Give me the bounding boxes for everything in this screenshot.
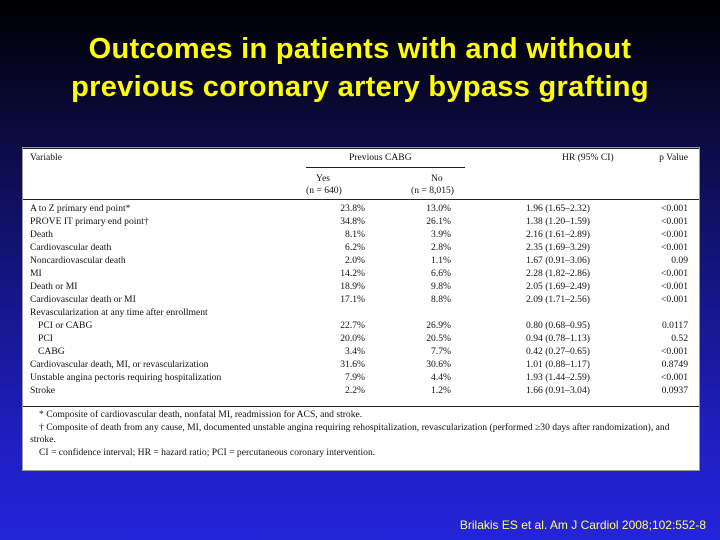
cell-yes: 8.1% [345,229,365,240]
cell-no: 4.4% [431,372,451,383]
cell-hr: 2.05 (1.69–2.49) [526,281,590,292]
table-row [23,333,699,346]
cell-variable: Noncardiovascular death [30,255,126,266]
table-row [23,229,699,242]
cell-variable: Death [30,229,53,240]
cell-hr: 1.66 (0.91–3.04) [526,385,590,396]
table-row [23,307,699,320]
cell-no: 6.6% [431,268,451,279]
footnote-2: † Composite of death from any cause, MI, documented unstable angina requiring rehospitalization, revascularization (performed ≥30 days after randomization), and stroke. [30,421,670,446]
cell-variable: Revascularization at any time after enrollment [30,307,208,318]
cell-hr: 1.01 (0.88–1.17) [526,359,590,370]
cell-p: <0.001 [661,203,688,214]
citation: Brilakis ES et al. Am J Cardiol 2008;102:552-8 [459,518,706,532]
cell-p: 0.0117 [661,320,688,331]
cell-no: 20.5% [426,333,451,344]
cell-variable: PCI or CABG [38,320,93,331]
outcomes-table [22,147,700,471]
cell-yes: 22.7% [340,320,365,331]
cell-variable: Death or MI [30,281,78,292]
cell-p: <0.001 [661,372,688,383]
table-top-rule [23,148,699,149]
cell-variable: Cardiovascular death [30,242,112,253]
header-hr: HR (95% CI) [562,152,614,163]
cell-variable: Cardiovascular death, MI, or revascularization [30,359,209,370]
table-row [23,203,699,216]
cell-yes: 2.0% [345,255,365,266]
cell-no: 8.8% [431,294,451,305]
cell-variable: Cardiovascular death or MI [30,294,136,305]
slide-title-line-1: Outcomes in patients with and without [88,33,632,65]
cell-p: <0.001 [661,294,688,305]
cell-yes: 31.6% [340,359,365,370]
cell-p: <0.001 [661,281,688,292]
header-variable: Variable [30,152,62,163]
table-row [23,255,699,268]
cell-hr: 2.35 (1.69–3.29) [526,242,590,253]
cell-variable: CABG [38,346,65,357]
header-yes-n: (n = 640) [306,185,342,196]
table-row [23,372,699,385]
cell-hr: 1.67 (0.91–3.06) [526,255,590,266]
cell-p: <0.001 [661,242,688,253]
cell-hr: 2.16 (1.61–2.89) [526,229,590,240]
table-row [23,294,699,307]
cell-p: 0.52 [671,333,688,344]
cell-p: 0.0937 [661,385,688,396]
cell-yes: 20.0% [340,333,365,344]
table-row [23,242,699,255]
header-p-value: p Value [659,152,688,163]
cell-yes: 2.2% [345,385,365,396]
cell-hr: 0.42 (0.27–0.65) [526,346,590,357]
header-yes: Yes [316,173,330,184]
cell-yes: 34.8% [340,216,365,227]
cell-p: <0.001 [661,346,688,357]
cell-hr: 1.96 (1.65–2.32) [526,203,590,214]
slide-title [0,30,720,106]
table-row [23,385,699,398]
header-no: No [431,173,443,184]
cell-no: 3.9% [431,229,451,240]
header-bottom-rule [23,199,699,200]
table-bottom-rule [23,406,699,407]
cell-no: 9.8% [431,281,451,292]
cell-no: 26.1% [426,216,451,227]
footnote-1: * Composite of cardiovascular death, nonfatal MI, readmission for ACS, and stroke. [39,409,363,420]
cell-p: 0.09 [671,255,688,266]
cell-yes: 7.9% [345,372,365,383]
table-row [23,268,699,281]
header-no-n: (n = 8,015) [411,185,454,196]
cell-yes: 14.2% [340,268,365,279]
cell-no: 30.6% [426,359,451,370]
cell-hr: 2.09 (1.71–2.56) [526,294,590,305]
footnote-3: CI = confidence interval; HR = hazard ratio; PCI = percutaneous coronary intervention. [39,446,376,458]
cell-p: 0.8749 [661,359,688,370]
cell-yes: 23.8% [340,203,365,214]
table-row [23,320,699,333]
cell-hr: 0.94 (0.78–1.13) [526,333,590,344]
cell-variable: Unstable angina pectoris requiring hospitalization [30,372,222,383]
cell-no: 1.2% [431,385,451,396]
cell-no: 1.1% [431,255,451,266]
cell-hr: 1.38 (1.20–1.59) [526,216,590,227]
slide-title-line-2: previous coronary artery bypass grafting [71,71,649,103]
cell-no: 13.0% [426,203,451,214]
cell-hr: 1.93 (1.44–2.59) [526,372,590,383]
table-row [23,346,699,359]
cell-p: <0.001 [661,268,688,279]
cell-no: 2.8% [431,242,451,253]
group-header-rule [306,167,465,168]
footnotes [30,409,693,459]
table-row [23,281,699,294]
table-row [23,216,699,229]
cell-variable: PROVE IT primary end point† [30,216,149,227]
cell-p: <0.001 [661,216,688,227]
cell-yes: 18.9% [340,281,365,292]
header-previous-cabg: Previous CABG [349,152,412,163]
cell-hr: 0.80 (0.68–0.95) [526,320,590,331]
cell-variable: A to Z primary end point* [30,203,131,214]
table-row [23,359,699,372]
cell-no: 26.9% [426,320,451,331]
cell-p: <0.001 [661,229,688,240]
cell-yes: 6.2% [345,242,365,253]
cell-variable: Stroke [30,385,56,396]
cell-yes: 3.4% [345,346,365,357]
cell-hr: 2.28 (1.82–2.86) [526,268,590,279]
cell-yes: 17.1% [340,294,365,305]
cell-variable: MI [30,268,42,279]
cell-no: 7.7% [431,346,451,357]
cell-variable: PCI [38,333,53,344]
